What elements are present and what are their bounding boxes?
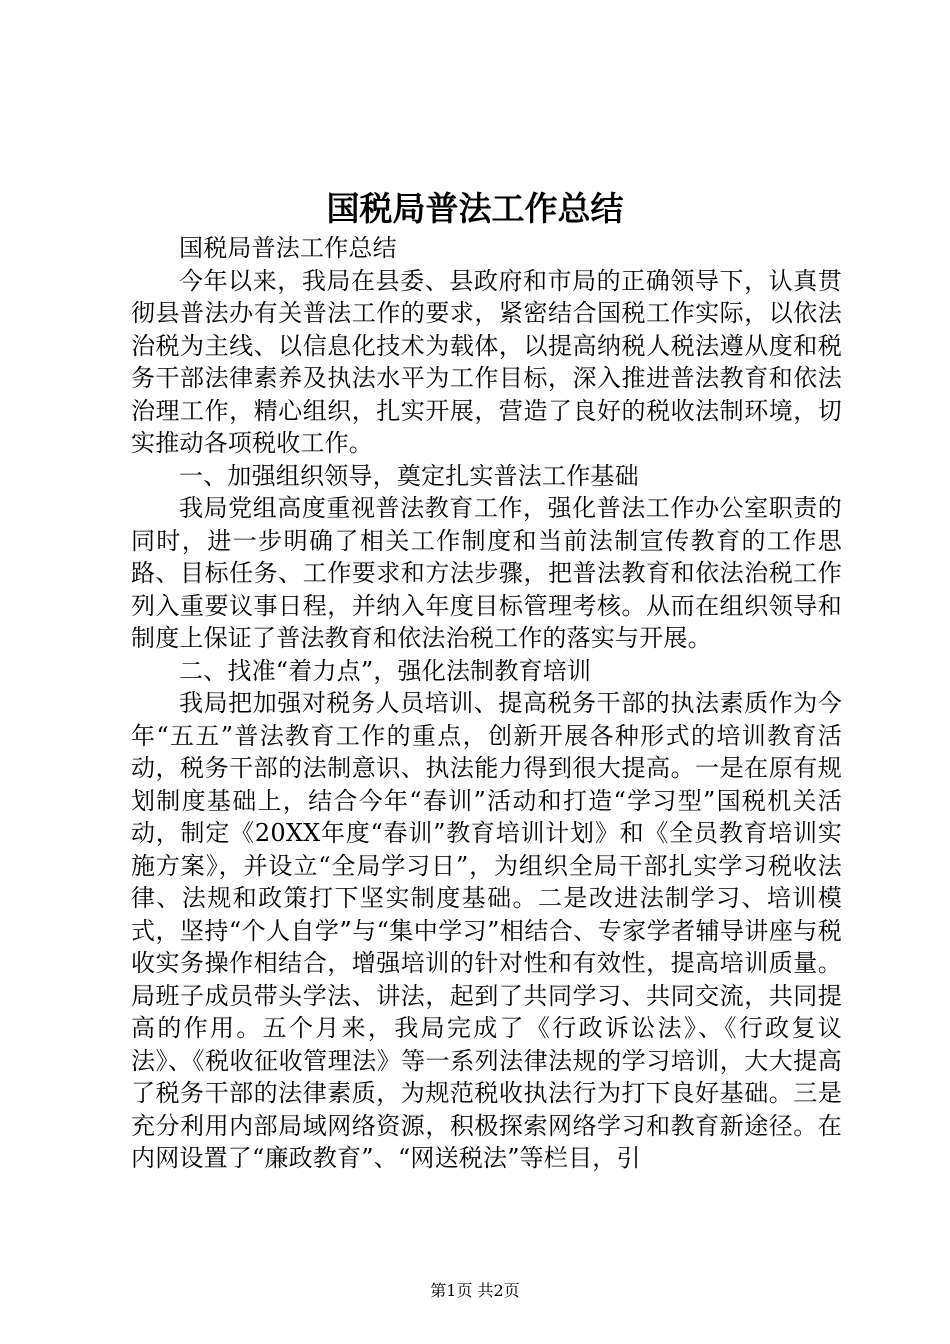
- subtitle-paragraph: 国税局普法工作总结: [179, 234, 397, 262]
- intro-paragraph: 今年以来，我局在县委、县政府和市局的正确领导下，认真贯彻县普法办有关普法工作的要求，紧密结合国税工作实际，以依法治税为主线、以信息化技术为载体，以提高纳税人税法遵从度和税务干部法律素养及执法水平为工作目标，深入推进普法教育和依法治理工作，精心组织，扎实开展，营造了良好的税收法制环境，切实推动各项税收工作。: [131, 266, 842, 457]
- section-heading-1: 一、加强组织领导，奠定扎实普法工作基础: [179, 461, 639, 490]
- document-body: [131, 232, 842, 1175]
- section-heading-2: 二、找准“着力点”，强化法制教育培训: [179, 656, 592, 685]
- section-paragraph-2: 我局把加强对税务人员培训、提高税务干部的执法素质作为今年“五五”普法教育工作的重点，创新开展各种形式的培训教育活动，税务干部的法制意识、执法能力得到很大提高。一是在原有规划制度基础上，结合今年“春训”活动和打造“学习型”国税机关活动，制定《20XX年度“春训”教育培训计划》和《全员教育培训实施方案》，并设立“全局学习日”，为组织全局干部扎实学习税收法律、法规和政策打下坚实制度基础。二是改进法制学习、培训模式，坚持“个人自学”与“集中学习”相结合、专家学者辅导讲座与税收实务操作相结合，增强培训的针对性和有效性，提高培训质量。局班子成员带头学法、讲法，起到了共同学习、共同交流，共同提高的作用。五个月来，我局完成了《行政诉讼法》、《行政复议法》、《税收征收管理法》等一系列法律法规的学习培训，大大提高了税务干部的法律素质，为规范税收执法行为打下良好基础。三是充分利用内部局域网络资源，积极探索网络学习和教育新途径。在内网设置了“廉政教育”、“网送税法”等栏目，引: [131, 689, 842, 1172]
- section-paragraph-1: 我局党组高度重视普法教育工作，强化普法工作办公室职责的同时，进一步明确了相关工作制度和当前法制宣传教育的工作思路、目标任务、工作要求和方法步骤，把普法教育和依法治税工作列入重要议事日程，并纳入年度目标管理考核。从而在组织领导和制度上保证了普法教育和依法治税工作的落实与开展。: [131, 494, 842, 652]
- document-title: 国税局普法工作总结: [326, 189, 624, 228]
- page-footer: 第1页 共2页: [430, 1281, 520, 1300]
